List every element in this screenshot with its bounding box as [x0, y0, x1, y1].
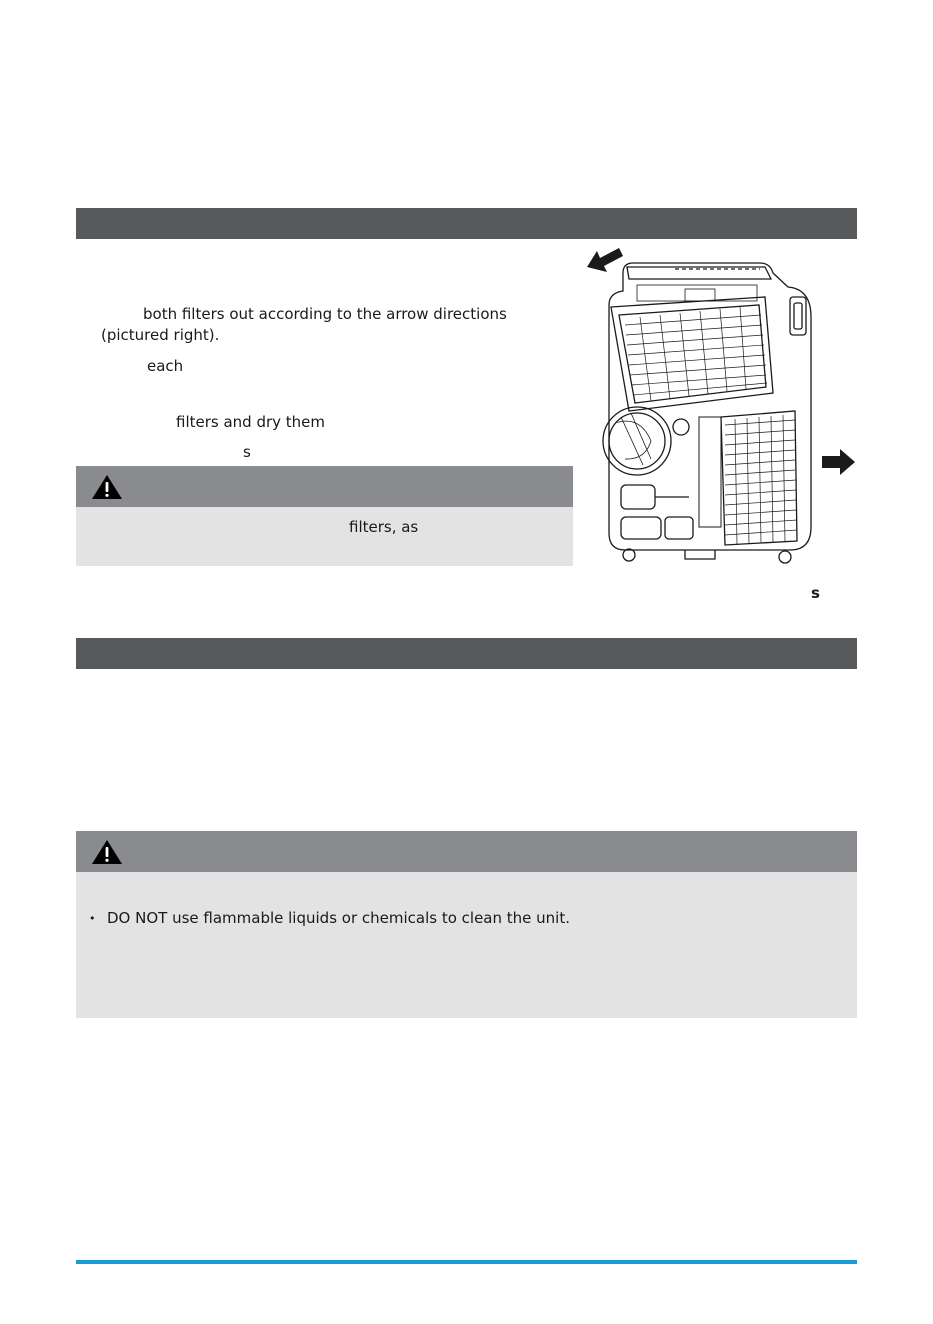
cleaning-warning-body: [76, 872, 857, 1018]
warning-triangle-icon: [91, 474, 123, 500]
arrow-up-left-icon: [587, 248, 623, 272]
section-header-bar-cleaning: [76, 638, 857, 669]
filter-warning-text: filters, as: [349, 518, 419, 536]
filter-step-text: s: [243, 443, 251, 461]
cleaning-warning-header: [76, 831, 857, 872]
filter-warning-body: [76, 507, 573, 566]
filter-step-text: both filters out according to the arrow directions: [143, 305, 507, 323]
filter-step-text: each: [147, 357, 184, 375]
filter-step-text: (pictured right).: [101, 326, 220, 344]
cleaning-warning-bullet-text: DO NOT use flammable liquids or chemicals to clean the unit.: [107, 909, 570, 927]
figure-caption-text: s: [811, 584, 820, 602]
filter-warning-header: [76, 466, 573, 507]
arrow-right-icon: [822, 449, 855, 475]
footer-rule: [76, 1260, 857, 1264]
air-conditioner-filter-removal-illustration: [585, 245, 860, 580]
bullet-dot-icon: •: [89, 912, 96, 925]
section-header-bar-filters: [76, 208, 857, 239]
filter-step-text: filters and dry them: [176, 413, 326, 431]
warning-triangle-icon: [91, 839, 123, 865]
